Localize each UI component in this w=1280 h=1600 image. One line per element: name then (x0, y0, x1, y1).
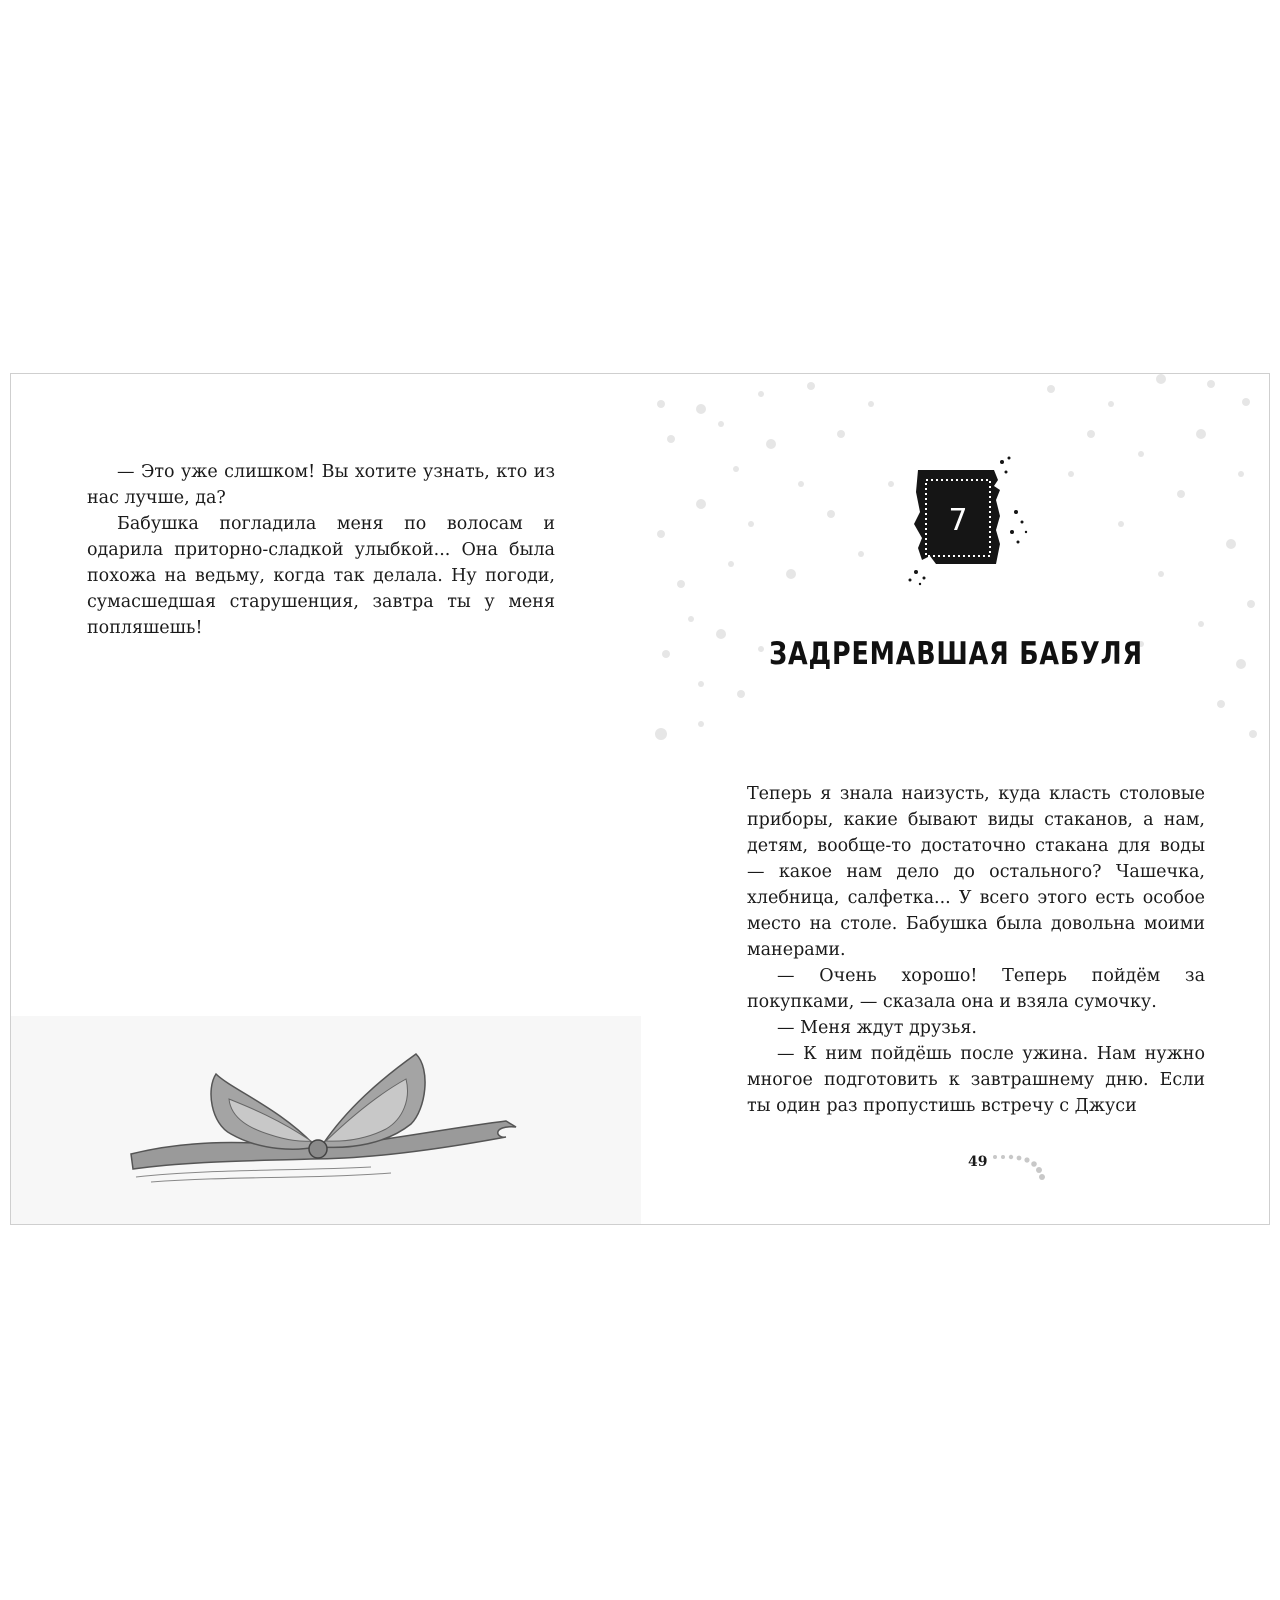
paragraph: — Меня ждут друзья. (777, 1018, 977, 1038)
chapter-title: ЗАДРЕМАВШАЯ БАБУЛЯ (769, 636, 1143, 672)
left-page-text (87, 459, 555, 641)
left-page (11, 374, 641, 1224)
chapter-number-badge (896, 452, 1036, 592)
chapter-number: 7 (948, 503, 968, 538)
page-number: 49 (968, 1154, 988, 1170)
paragraph: — Это уже слишком! Вы хотите узнать, кто из нас лучше, да? (87, 462, 555, 508)
paragraph: — Очень хорошо! Теперь пойдём за покупками, — сказала она и взяла сумочку. (747, 966, 1205, 1012)
right-page-text (747, 781, 1205, 1119)
book-spread (10, 373, 1270, 1225)
paragraph: — К ним пойдёшь после ужина. Нам нужно многое подготовить к завтрашнему дню. Если ты один раз пропустишь встречу с Джуси (747, 1044, 1205, 1116)
right-page (641, 374, 1270, 1224)
paragraph: Бабушка погладила меня по волосам и одарила приторно-сладкой улыбкой... Она была похожа на ведьму, когда так делала. Ну погоди, сумасшедшая старушенция, завтра ты у меня попляшешь! (87, 514, 555, 638)
paragraph: Теперь я знала наизусть, куда класть столовые приборы, какие бывают виды стаканов, а нам, детям, вообще-то достаточно стакана для воды — какое нам дело до остального? Чашечка, хлебница, салфетка... У всего этого есть особое место на столе. Бабушка была довольна моими манерами. (747, 784, 1205, 960)
ribbon-bow-illustration (111, 1029, 531, 1189)
page-number-dots-decoration (991, 1149, 1061, 1189)
